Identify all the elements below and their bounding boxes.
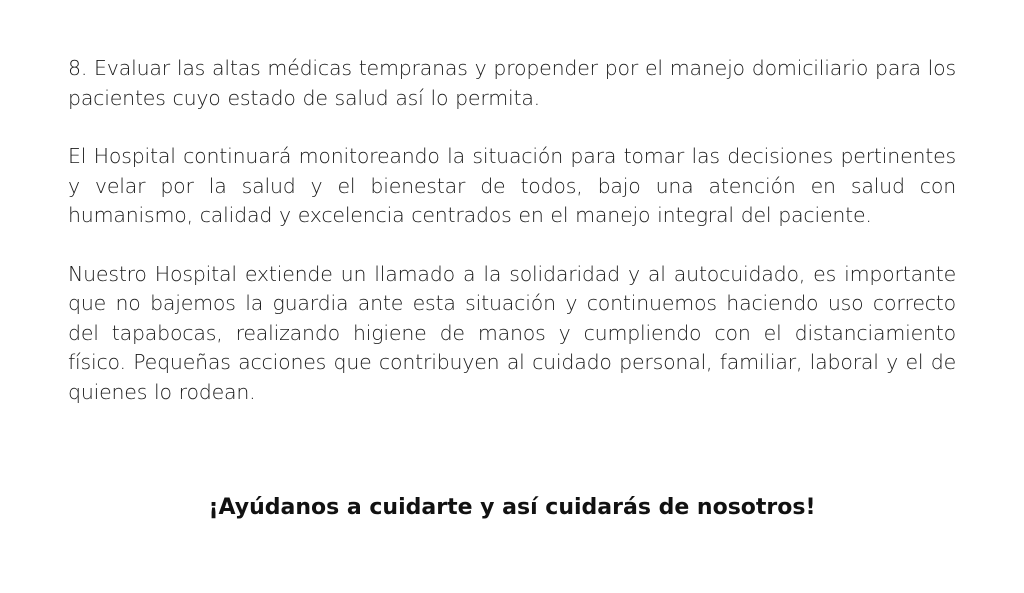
paragraph-llamado-autocuidado: Nuestro Hospital extiende un llamado a la solidaridad y al autocuidado, es importante que no bajemos la guardia ante esta situación y continuemos haciendo uso correcto del tapabocas, realizando higiene de manos y cumpliendo con el distanciamiento físico. Pequeñas acciones que contribuyen al cuidado personal, familiar, laboral y el de quienes lo rodean. bbox=[68, 261, 956, 404]
paragraph-monitoreo: El Hospital continuará monitoreando la situación para tomar las decisiones pertinentes y velar por la salud y el bienestar de todos, bajo una atención en salud con humanismo, calidad y excelencia centrados en el manejo integral del paciente. bbox=[68, 144, 956, 227]
paragraph-evaluar-altas: 8. Evaluar las altas médicas tempranas y propender por el manejo domiciliario para los pacientes cuyo estado de salud así lo permita. bbox=[68, 56, 956, 110]
document-body bbox=[68, 54, 956, 407]
closing-slogan: ¡Ayúdanos a cuidarte y así cuidarás de nosotros! bbox=[208, 495, 816, 520]
